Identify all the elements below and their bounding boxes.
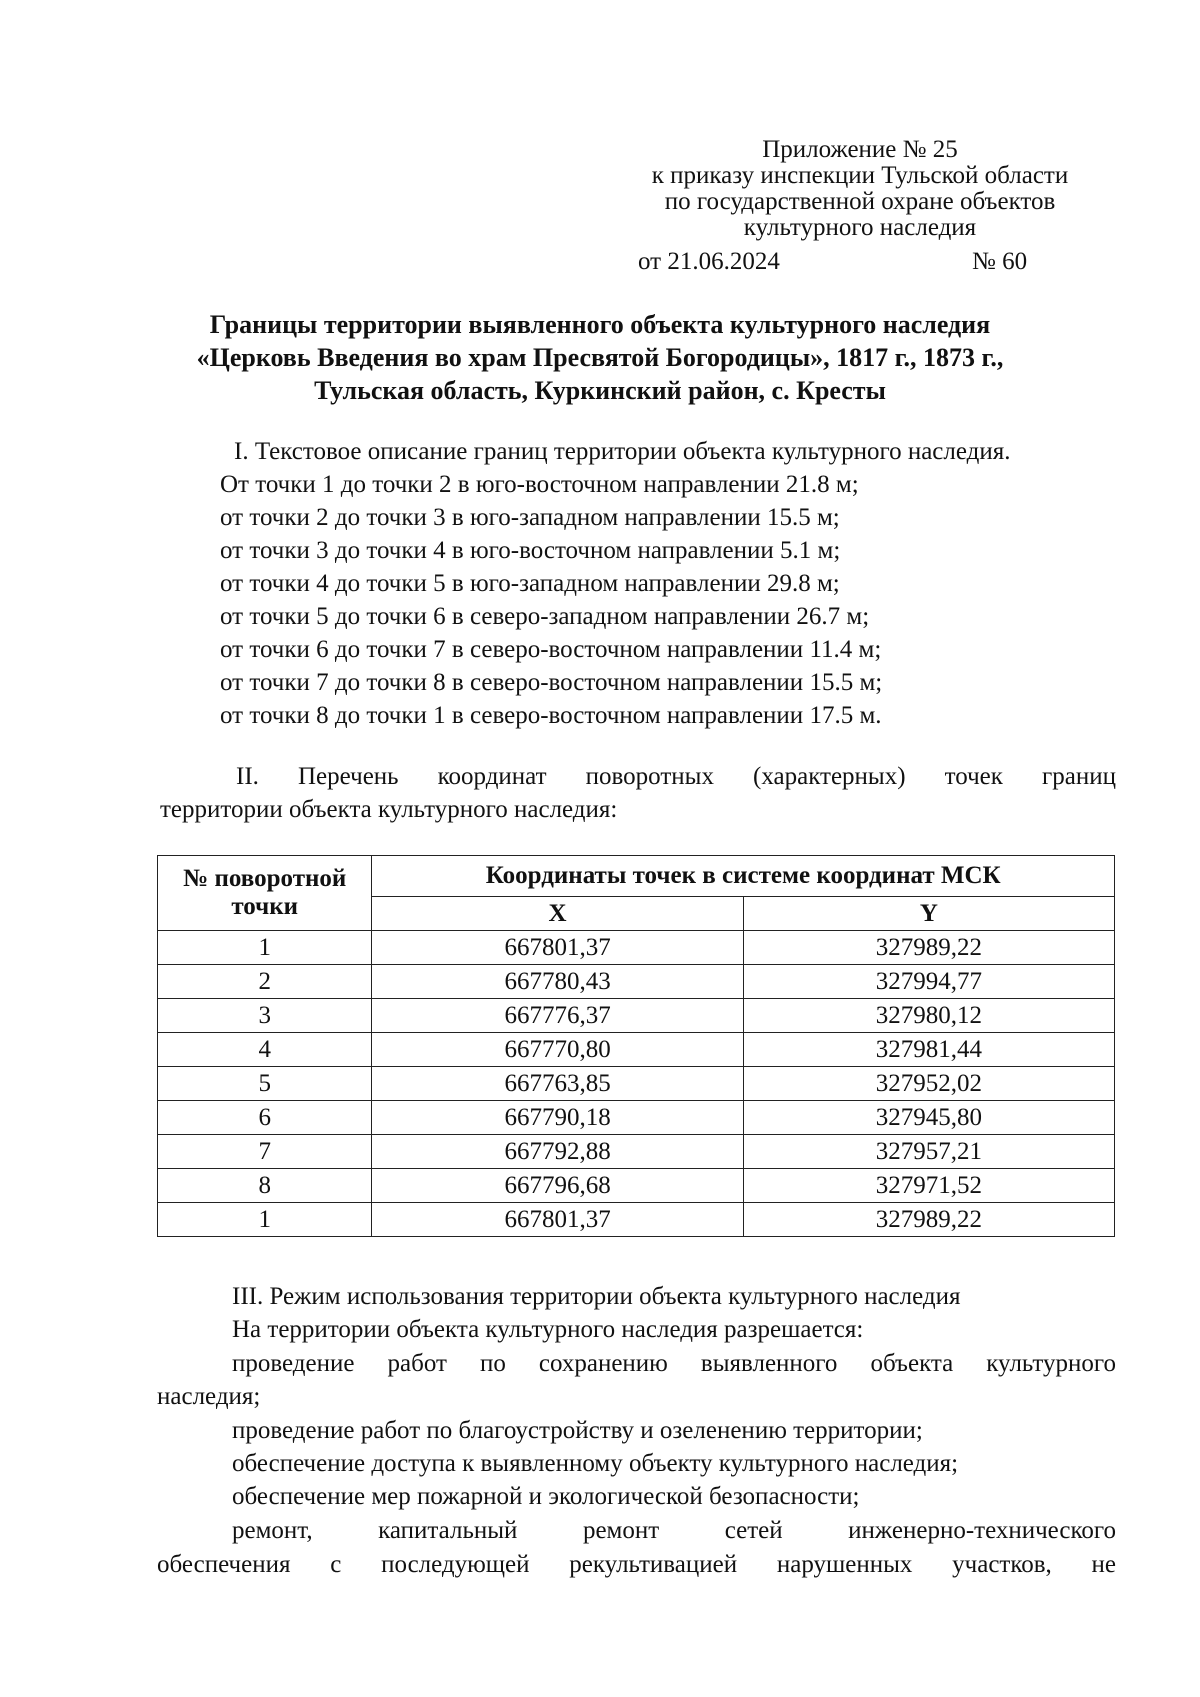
permitted-item: обеспечение мер пожарной и экологической безопасности; <box>232 1483 860 1510</box>
permitted-item: обеспечение доступа к выявленному объекту культурного наследия; <box>232 1450 959 1477</box>
cell-x: 667780,43 <box>372 965 743 999</box>
cell-y: 327971,52 <box>743 1169 1114 1203</box>
document-title <box>100 308 1100 407</box>
cell-y: 327945,80 <box>743 1101 1114 1135</box>
cell-x: 667790,18 <box>372 1101 743 1135</box>
boundary-segment: от точки 7 до точки 8 в северо-восточном направлении 15.5 м; <box>220 669 883 696</box>
cell-x: 667801,37 <box>372 931 743 965</box>
permitted-item-cont: обеспечения с последующей рекультивацией нарушенных участков, не <box>157 1551 1116 1578</box>
boundary-segment: от точки 4 до точки 5 в юго-западном направлении 29.8 м; <box>220 570 840 597</box>
table-row <box>158 1033 1115 1067</box>
title-line: «Церковь Введения во храм Пресвятой Богородицы», 1817 г., 1873 г., <box>196 343 1004 372</box>
section2-heading: II. Перечень координат поворотных (характерных) точек границ <box>236 763 1116 790</box>
header-point-line2: точки <box>231 893 299 920</box>
cell-y: 327989,22 <box>743 931 1114 965</box>
boundary-segment: от точки 3 до точки 4 в юго-восточном направлении 5.1 м; <box>220 537 841 564</box>
boundary-segment: от точки 6 до точки 7 в северо-восточном направлении 11.4 м; <box>220 636 882 663</box>
order-date: от 21.06.2024 <box>638 248 780 275</box>
coordinates-table <box>157 855 1115 1237</box>
boundary-segment: от точки 8 до точки 1 в северо-восточном направлении 17.5 м. <box>220 702 882 729</box>
cell-y: 327981,44 <box>743 1033 1114 1067</box>
permitted-item: проведение работ по благоустройству и озеленению территории; <box>232 1417 923 1444</box>
cell-y: 327989,22 <box>743 1203 1114 1237</box>
header-point-number <box>158 856 372 931</box>
boundary-segment: от точки 2 до точки 3 в юго-западном направлении 15.5 м; <box>220 504 840 531</box>
table-row <box>158 1135 1115 1169</box>
cell-x: 667763,85 <box>372 1067 743 1101</box>
table-row <box>158 965 1115 999</box>
cell-point: 7 <box>158 1135 372 1169</box>
cell-point: 1 <box>158 1203 372 1237</box>
permitted-item: ремонт, капитальный ремонт сетей инженерно-технического <box>232 1517 1116 1544</box>
cell-point: 4 <box>158 1033 372 1067</box>
cell-point: 3 <box>158 999 372 1033</box>
appendix-order-ref-end: культурного наследия <box>743 214 977 241</box>
cell-y: 327952,02 <box>743 1067 1114 1101</box>
order-number: № 60 <box>972 248 1028 275</box>
title-line: Границы территории выявленного объекта культурного наследия <box>209 310 991 339</box>
title-line: Тульская область, Куркинский район, с. Кресты <box>314 376 886 405</box>
cell-y: 327994,77 <box>743 965 1114 999</box>
section2-heading-cont: территории объекта культурного наследия: <box>160 796 618 823</box>
header-y: Y <box>743 897 1114 931</box>
cell-x: 667770,80 <box>372 1033 743 1067</box>
cell-point: 5 <box>158 1067 372 1101</box>
table-row <box>158 999 1115 1033</box>
boundary-segment: От точки 1 до точки 2 в юго-восточном направлении 21.8 м; <box>220 471 859 498</box>
appendix-number: Приложение № 25 <box>762 136 958 163</box>
appendix-header <box>600 137 1120 241</box>
appendix-order-ref-cont: по государственной охране объектов <box>664 188 1056 215</box>
table-row <box>158 1067 1115 1101</box>
cell-y: 327957,21 <box>743 1135 1114 1169</box>
cell-x: 667776,37 <box>372 999 743 1033</box>
appendix-order-ref: к приказу инспекции Тульской области <box>651 162 1069 189</box>
section3-heading: III. Режим использования территории объекта культурного наследия <box>232 1283 961 1310</box>
section1-heading: I. Текстовое описание границ территории объекта культурного наследия. <box>234 438 1011 465</box>
header-coordinates: Координаты точек в системе координат МСК <box>372 856 1115 897</box>
boundary-segment: от точки 5 до точки 6 в северо-западном направлении 26.7 м; <box>220 603 870 630</box>
table-row <box>158 1169 1115 1203</box>
table-row <box>158 1101 1115 1135</box>
cell-point: 6 <box>158 1101 372 1135</box>
cell-point: 1 <box>158 931 372 965</box>
permitted-item-cont: наследия; <box>157 1383 261 1410</box>
cell-x: 667796,68 <box>372 1169 743 1203</box>
header-x: X <box>372 897 743 931</box>
table-row <box>158 931 1115 965</box>
cell-y: 327980,12 <box>743 999 1114 1033</box>
table-row <box>158 1203 1115 1237</box>
permitted-item: проведение работ по сохранению выявленного объекта культурного <box>232 1350 1116 1377</box>
section3-intro: На территории объекта культурного наследия разрешается: <box>232 1316 864 1343</box>
cell-point: 2 <box>158 965 372 999</box>
header-point-line1: № поворотной <box>183 865 347 892</box>
cell-x: 667801,37 <box>372 1203 743 1237</box>
cell-x: 667792,88 <box>372 1135 743 1169</box>
cell-point: 8 <box>158 1169 372 1203</box>
